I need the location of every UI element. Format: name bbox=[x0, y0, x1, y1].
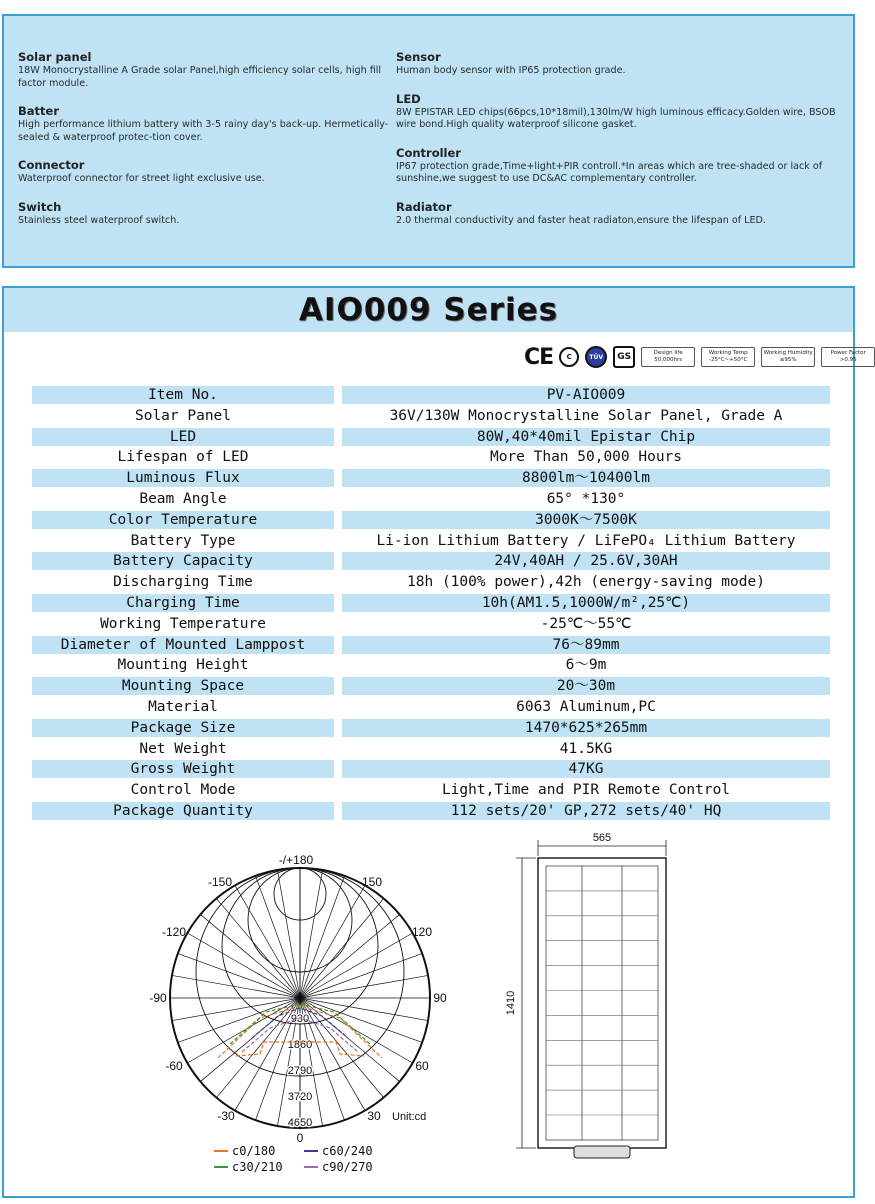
lamp-outline bbox=[538, 858, 666, 1158]
spec-row bbox=[32, 551, 832, 572]
spec-label: Luminous Flux bbox=[32, 469, 334, 487]
spec-label: Charging Time bbox=[32, 594, 334, 612]
legend-item bbox=[214, 1144, 275, 1158]
spec-value: 1470*625*265mm bbox=[342, 719, 830, 737]
spec-row bbox=[32, 676, 832, 697]
spec-value: PV-AIO009 bbox=[342, 386, 830, 404]
badge-line: >0.95 bbox=[839, 357, 857, 363]
angle-label: 60 bbox=[415, 1059, 429, 1073]
radial-value-label: 930 bbox=[290, 1013, 310, 1025]
spec-label: Beam Angle bbox=[139, 490, 227, 507]
legend-swatch bbox=[214, 1150, 228, 1152]
features-left-column bbox=[18, 50, 398, 241]
unit-label: Unit:cd bbox=[392, 1111, 427, 1123]
ce-mark-icon: CE bbox=[524, 344, 554, 370]
spec-label: Lifespan of LED bbox=[117, 449, 249, 466]
lamp-dimension-drawing bbox=[494, 828, 694, 1168]
angle-label: 0 bbox=[296, 1131, 304, 1145]
spec-value: 112 sets/20' GP,272 sets/40' HQ bbox=[342, 802, 830, 820]
spec-label: Battery Type bbox=[130, 532, 236, 549]
certification-row bbox=[524, 342, 875, 372]
angle-label: 150 bbox=[361, 875, 383, 889]
feature-title: Switch bbox=[18, 199, 62, 214]
spec-label: Item No. bbox=[32, 386, 334, 404]
width-dimension-label: 565 bbox=[592, 832, 612, 844]
spec-label: Battery Capacity bbox=[32, 552, 334, 570]
spec-label: Package Size bbox=[32, 719, 334, 737]
lamp-body bbox=[538, 858, 666, 1148]
feature-controller bbox=[396, 146, 848, 186]
spec-value: 3000K～7500K bbox=[342, 511, 830, 529]
badge-line: Working Humidity bbox=[763, 350, 813, 356]
spec-row bbox=[32, 593, 832, 614]
angle-label: 90 bbox=[433, 991, 447, 1005]
feature-title: Radiator bbox=[396, 199, 452, 214]
spec-row bbox=[32, 614, 832, 635]
spec-row bbox=[32, 447, 832, 468]
spec-row bbox=[32, 697, 832, 718]
spec-row bbox=[32, 635, 832, 656]
legend-swatch bbox=[304, 1166, 318, 1168]
spec-value: 8800lm～10400lm bbox=[342, 469, 830, 487]
spec-label: Solar Panel bbox=[134, 407, 232, 424]
spec-value: More Than 50,000 Hours bbox=[489, 449, 683, 466]
feature-radiator bbox=[396, 200, 848, 228]
legend-swatch bbox=[304, 1150, 318, 1152]
angle-label: 30 bbox=[367, 1109, 381, 1123]
spec-label: Mounting Space bbox=[32, 677, 334, 695]
feature-desc: IP67 protection grade,Time+light+PIR controll.*In areas which are tree-shaded or lack of sunshine,we suggest to use DC&AC complementary controller. bbox=[396, 160, 823, 184]
feature-desc: 8W EPISTAR LED chips(66pcs,10*18mil),130lm/W high luminous efficacy.Golden wire, BSOB wire bond.High quality waterproof silicone gasket. bbox=[396, 106, 836, 130]
spec-row bbox=[32, 427, 832, 448]
spec-value: 41.5KG bbox=[559, 740, 613, 757]
spec-label: Material bbox=[148, 698, 218, 715]
spec-value: 76～89mm bbox=[342, 636, 830, 654]
legend-swatch bbox=[214, 1166, 228, 1168]
feature-desc: 2.0 thermal conductivity and faster heat radiaton,ensure the lifespan of LED. bbox=[396, 214, 766, 226]
feature-switch bbox=[18, 200, 398, 228]
radial-value-label: 3720 bbox=[287, 1091, 313, 1103]
angle-label: -150 bbox=[207, 875, 233, 889]
spec-row bbox=[32, 655, 832, 676]
spec-value: -25℃～55℃ bbox=[540, 615, 632, 632]
feature-desc: Waterproof connector for street light exclusive use. bbox=[18, 173, 265, 184]
spec-row bbox=[32, 489, 832, 510]
badge-working-humidity bbox=[761, 347, 815, 367]
height-dimension-label: 1410 bbox=[505, 990, 517, 1016]
spec-value: Li-ion Lithium Battery / LiFePO₄ Lithium Battery bbox=[376, 532, 796, 549]
spec-value: 10h(AM1.5,1000W/m²,25℃) bbox=[342, 594, 830, 612]
badge-line: Design life bbox=[653, 350, 683, 356]
angle-label: -120 bbox=[161, 925, 187, 939]
badge-working-temp bbox=[701, 347, 755, 367]
polar-intensity-diagram bbox=[134, 848, 454, 1148]
legend-item bbox=[304, 1160, 373, 1174]
badge-line: Working Temp bbox=[708, 350, 748, 356]
spec-row bbox=[32, 406, 832, 427]
badge-line: ≤95% bbox=[779, 357, 797, 363]
tuv-mark-icon: TÜV bbox=[585, 346, 607, 368]
feature-led bbox=[396, 92, 848, 132]
badge-line: 50,000hrs bbox=[654, 357, 683, 363]
angle-label: -90 bbox=[149, 991, 167, 1005]
badge-design-life bbox=[641, 347, 695, 367]
spec-row bbox=[32, 510, 832, 531]
spec-value: 65° *130° bbox=[546, 490, 626, 507]
legend-item bbox=[304, 1144, 373, 1158]
lamp-bracket bbox=[574, 1146, 630, 1158]
spec-value: 6～9m bbox=[565, 657, 607, 674]
radial-value-label: 2790 bbox=[287, 1065, 313, 1077]
spec-label: Net Weight bbox=[139, 740, 227, 757]
spec-row bbox=[32, 468, 832, 489]
badge-power-factor bbox=[821, 347, 875, 367]
spec-row bbox=[32, 780, 832, 801]
feature-sensor bbox=[396, 50, 848, 78]
feature-title: LED bbox=[396, 91, 421, 106]
feature-title: Connector bbox=[18, 158, 85, 172]
spec-label: Control Mode bbox=[130, 782, 236, 799]
features-panel bbox=[2, 14, 855, 268]
spec-value: 36V/130W Monocrystalline Solar Panel, Grade A bbox=[389, 407, 783, 424]
feature-title: Solar panel bbox=[18, 50, 92, 64]
feature-title: Controller bbox=[396, 145, 461, 160]
spec-row bbox=[32, 801, 832, 822]
legend-item bbox=[214, 1160, 283, 1174]
spec-value: 20～30m bbox=[342, 677, 830, 695]
spec-value: 18h (100% power),42h (energy-saving mode) bbox=[407, 574, 765, 591]
radial-value-label: 1860 bbox=[287, 1039, 313, 1051]
feature-desc: Stainless steel waterproof switch. bbox=[18, 214, 180, 226]
spec-table bbox=[32, 385, 832, 822]
spec-label: Mounting Height bbox=[117, 657, 249, 674]
feature-solar-panel bbox=[18, 50, 398, 90]
feature-title: Sensor bbox=[396, 50, 441, 64]
angle-label: -60 bbox=[165, 1059, 183, 1073]
spec-row bbox=[32, 572, 832, 593]
feature-desc: High performance lithium battery with 3-5 rainy day's back-up. Hermetically-sealed & waterproof protec-tion cover. bbox=[18, 119, 389, 143]
features-right-column bbox=[396, 50, 848, 241]
feature-batter bbox=[18, 104, 398, 144]
spec-panel bbox=[2, 286, 866, 1198]
badge-line: -25°C~+50°C bbox=[708, 357, 748, 363]
feature-desc: 18W Monocrystalline A Grade solar Panel,high efficiency solar cells, high fill factor module. bbox=[18, 65, 382, 89]
spec-label: Discharging Time bbox=[113, 574, 253, 591]
spec-label: Color Temperature bbox=[32, 511, 334, 529]
spec-value: 47KG bbox=[342, 760, 830, 778]
spec-row bbox=[32, 759, 832, 780]
spec-label: Package Quantity bbox=[32, 802, 334, 820]
angle-label: -30 bbox=[217, 1109, 235, 1123]
feature-connector bbox=[18, 158, 398, 186]
spec-label: Gross Weight bbox=[32, 760, 334, 778]
series-header bbox=[4, 288, 853, 332]
angle-label: 120 bbox=[411, 925, 433, 939]
spec-row bbox=[32, 385, 832, 406]
angle-label: -/+180 bbox=[278, 853, 314, 867]
series-title: AIO009 Series bbox=[298, 292, 559, 328]
spec-row bbox=[32, 739, 832, 760]
legend-label: c0/180 bbox=[232, 1144, 276, 1158]
spec-row bbox=[32, 718, 832, 739]
badge-line: Power Factor bbox=[830, 350, 866, 356]
feature-title: Batter bbox=[18, 104, 59, 118]
feature-desc: Human body sensor with IP65 protection grade. bbox=[396, 65, 626, 76]
c-mark-icon: C bbox=[559, 347, 579, 367]
gs-mark-icon: GS bbox=[613, 346, 635, 368]
radial-value-label: 4650 bbox=[287, 1117, 313, 1129]
spec-label: Working Temperature bbox=[100, 615, 266, 632]
spec-value: 80W,40*40mil Epistar Chip bbox=[342, 428, 830, 446]
spec-value: 6063 Aluminum,PC bbox=[516, 698, 656, 715]
legend-label: c90/270 bbox=[322, 1160, 373, 1174]
spec-value: 24V,40AH / 25.6V,30AH bbox=[342, 552, 830, 570]
legend-label: c60/240 bbox=[322, 1144, 373, 1158]
legend-label: c30/210 bbox=[232, 1160, 283, 1174]
spec-row bbox=[32, 531, 832, 552]
spec-value: Light,Time and PIR Remote Control bbox=[441, 782, 731, 799]
spec-label: Diameter of Mounted Lamppost bbox=[32, 636, 334, 654]
spec-label: LED bbox=[32, 428, 334, 446]
